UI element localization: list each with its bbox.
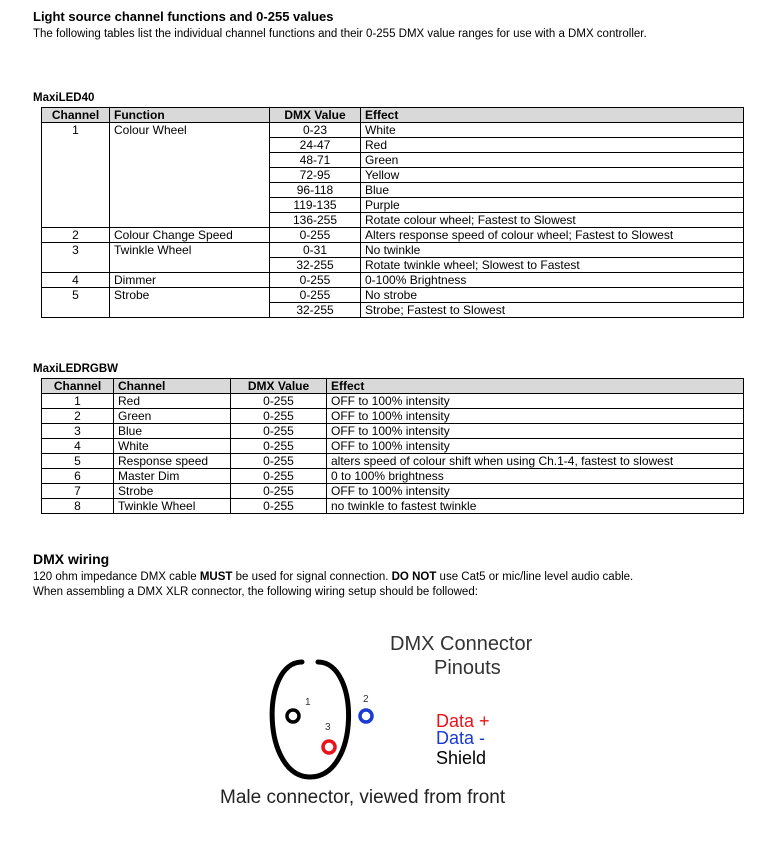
table-cell: 7 [42,484,114,499]
table-row [42,469,744,484]
table-cell: Green [361,153,744,168]
must-emphasis: MUST [199,571,233,583]
table-cell: Green [114,409,231,424]
column-header: Channel [42,108,110,123]
table-row [42,439,744,454]
table-cell: 119-135 [270,198,361,213]
section-heading: Light source channel functions and 0-255 values [33,9,334,24]
table-cell: alters speed of colour shift when using Ch.1-4, fastest to slowest [327,454,744,469]
table-cell: Colour Wheel [110,123,270,138]
table-cell: no twinkle to fastest twinkle [327,499,744,514]
do-not-emphasis: DO NOT [391,571,437,583]
table-cell: 3 [42,243,110,258]
table-cell: 4 [42,273,110,288]
table-cell: Colour Change Speed [110,228,270,243]
table-cell: Blue [114,424,231,439]
table-cell: Strobe [114,484,231,499]
table-cell [42,198,110,213]
table-cell [110,168,270,183]
pin-2-data-minus [360,710,372,722]
table-row [42,258,744,273]
table-cell: OFF to 100% intensity [327,439,744,454]
table-cell: 4 [42,439,114,454]
connector-shell [272,662,348,777]
table-cell: 32-255 [270,303,361,318]
table-cell: Blue [361,183,744,198]
table-cell: 1 [42,394,114,409]
table-cell [110,138,270,153]
column-header: Effect [327,379,744,394]
table-cell: 0-100% Brightness [361,273,744,288]
diagram-caption: Male connector, viewed from front [220,787,506,808]
table-cell [42,183,110,198]
table-cell: 5 [42,454,114,469]
table-cell: Strobe [110,288,270,303]
column-header: DMX Value [231,379,327,394]
table-cell: 0-255 [231,424,327,439]
legend-data-plus: Data + [436,711,490,731]
table-cell: 1 [42,123,110,138]
table-cell: 3 [42,424,114,439]
xlr-connector-diagram [210,625,560,815]
table-cell: Dimmer [110,273,270,288]
column-header: Channel [114,379,231,394]
table-cell: No strobe [361,288,744,303]
maxiledrgbw-table [41,378,744,514]
table-header-row [42,108,744,123]
table-cell: White [361,123,744,138]
table-cell: Twinkle Wheel [114,499,231,514]
table-row [42,213,744,228]
table-cell: 0-255 [270,273,361,288]
table-row [42,123,744,138]
maxiled40-table [41,107,744,318]
table-cell: 0-255 [231,484,327,499]
table-cell: Response speed [114,454,231,469]
table2-title: MaxiLEDRGBW [33,363,118,375]
table-row [42,168,744,183]
table-cell: 0-255 [231,454,327,469]
table-cell: 2 [42,228,110,243]
table-cell [110,153,270,168]
table-cell [110,183,270,198]
table-cell [42,303,110,318]
table-cell: OFF to 100% intensity [327,409,744,424]
legend-shield: Shield [436,748,487,768]
wiring-text: 120 ohm impedance DMX cable [33,571,200,583]
table-row [42,409,744,424]
pin-3-data-plus [323,741,335,753]
wiring-text: use Cat5 or mic/line level audio cable. [436,571,634,583]
table-row [42,228,744,243]
legend-data-minus: Data - [436,728,486,748]
table-row [42,138,744,153]
table-cell: 72-95 [270,168,361,183]
table-cell: 0-255 [231,394,327,409]
table-cell: Strobe; Fastest to Slowest [361,303,744,318]
dmx-wiring-heading: DMX wiring [33,551,110,567]
table-cell [110,258,270,273]
table-cell: 24-47 [270,138,361,153]
table-row [42,288,744,303]
table-row [42,424,744,439]
table-header-row [42,379,744,394]
table-cell: 32-255 [270,258,361,273]
table-cell [42,138,110,153]
intro-paragraph: The following tables list the individual channel functions and their 0-255 DMX value ranges for use with a DMX controller. [33,28,647,40]
table-cell: 136-255 [270,213,361,228]
table-cell: 2 [42,409,114,424]
table-cell: 8 [42,499,114,514]
table-row [42,183,744,198]
table-cell: 0-255 [231,409,327,424]
table-cell: OFF to 100% intensity [327,424,744,439]
table-cell [110,303,270,318]
table-row [42,273,744,288]
table-cell: 5 [42,288,110,303]
pin-2-label: 2 [363,694,369,705]
table-row [42,243,744,258]
pin-1-label: 1 [305,697,311,708]
table-cell: Alters response speed of colour wheel; Fastest to Slowest [361,228,744,243]
table-cell: 96-118 [270,183,361,198]
table-cell [110,213,270,228]
table-cell: 0 to 100% brightness [327,469,744,484]
column-header: DMX Value [270,108,361,123]
table-cell: White [114,439,231,454]
dmx-wiring-paragraph [33,570,743,600]
table-cell: 48-71 [270,153,361,168]
table-cell: 0-255 [270,228,361,243]
pin-3-label: 3 [325,722,331,733]
wiring-text: When assembling a DMX XLR connector, the following wiring setup should be followed: [33,586,478,598]
table-cell: 6 [42,469,114,484]
table-cell: Yellow [361,168,744,183]
table-row [42,303,744,318]
table-cell: Twinkle Wheel [110,243,270,258]
table-cell [110,198,270,213]
table-cell: 0-255 [270,288,361,303]
table-cell [42,168,110,183]
table-row [42,153,744,168]
pin-1-shield [287,710,299,722]
table-cell: 0-255 [231,439,327,454]
table-cell: 0-255 [231,469,327,484]
table-cell: OFF to 100% intensity [327,484,744,499]
table-row [42,484,744,499]
column-header: Function [110,108,270,123]
table-row [42,499,744,514]
table-cell: Red [114,394,231,409]
table-cell [42,213,110,228]
table-cell: Rotate twinkle wheel; Slowest to Fastest [361,258,744,273]
table-cell: Purple [361,198,744,213]
diagram-title-line2: Pinouts [434,657,501,679]
table-cell: No twinkle [361,243,744,258]
table-cell: 0-31 [270,243,361,258]
table-cell [42,153,110,168]
column-header: Effect [361,108,744,123]
diagram-title-line1: DMX Connector [390,633,533,655]
table-row [42,394,744,409]
table-cell [42,258,110,273]
table-row [42,454,744,469]
table-cell: 0-23 [270,123,361,138]
table-cell: OFF to 100% intensity [327,394,744,409]
table-cell: 0-255 [231,499,327,514]
table-row [42,198,744,213]
column-header: Channel [42,379,114,394]
table-cell: Rotate colour wheel; Fastest to Slowest [361,213,744,228]
table-cell: Master Dim [114,469,231,484]
table1-title: MaxiLED40 [33,92,95,104]
wiring-text: be used for signal connection. [232,571,392,583]
table-cell: Red [361,138,744,153]
